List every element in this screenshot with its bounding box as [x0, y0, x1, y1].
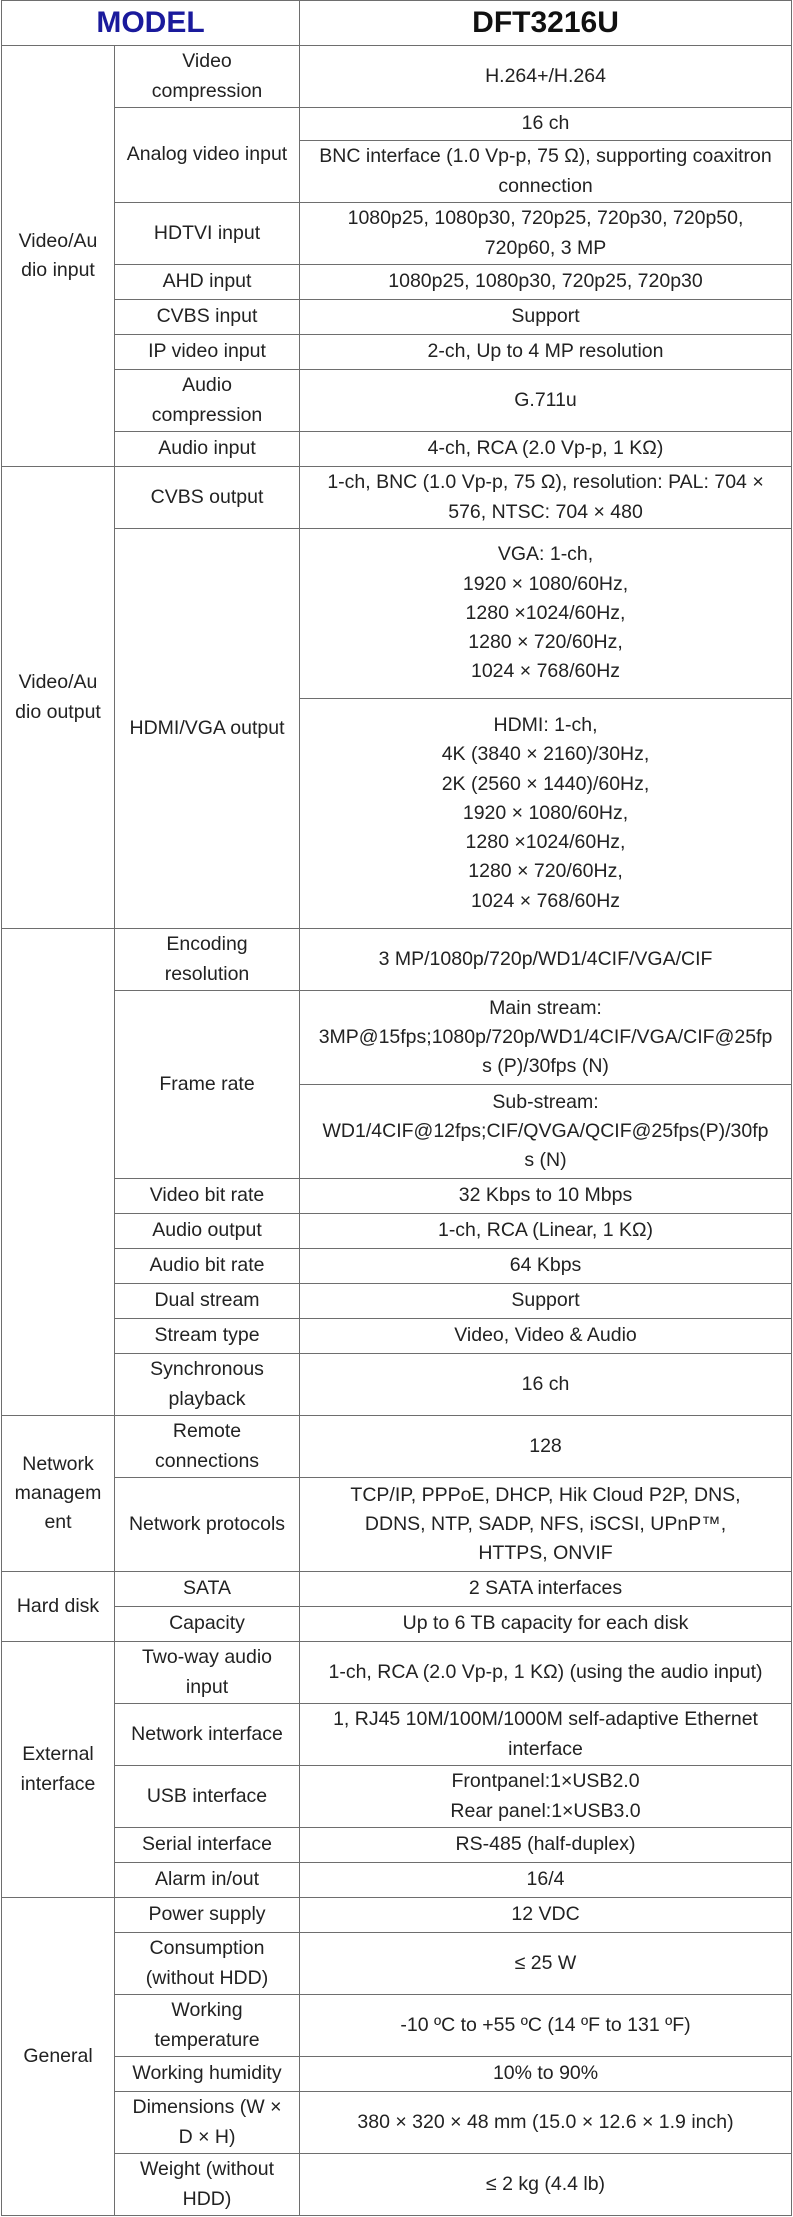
spec-row	[2, 370, 792, 432]
spec-row	[2, 1214, 792, 1249]
spec-value: 16 ch	[300, 108, 792, 141]
spec-row	[2, 1572, 792, 1607]
spec-row	[2, 1319, 792, 1354]
spec-row	[2, 335, 792, 370]
spec-label: Stream type	[115, 1319, 300, 1354]
spec-value: Support	[300, 300, 792, 335]
spec-value: 10% to 90%	[300, 2057, 792, 2092]
spec-row	[2, 2057, 792, 2092]
spec-label: HDTVI input	[115, 203, 300, 265]
spec-value: 1080p25, 1080p30, 720p25, 720p30, 720p50, 720p60, 3 MP	[300, 203, 792, 265]
spec-label: Audio bit rate	[115, 1249, 300, 1284]
model-label: MODEL	[2, 1, 300, 46]
group-name: Network managem ent	[2, 1416, 115, 1572]
spec-label: AHD input	[115, 265, 300, 300]
spec-row	[2, 2092, 792, 2154]
spec-row	[2, 1179, 792, 1214]
spec-label: Audio compression	[115, 370, 300, 432]
spec-row	[2, 1249, 792, 1284]
spec-value: Video, Video & Audio	[300, 1319, 792, 1354]
spec-value: H.264+/H.264	[300, 46, 792, 108]
header-row	[2, 1, 792, 46]
spec-label: Serial interface	[115, 1828, 300, 1863]
spec-value: 16 ch	[300, 1354, 792, 1416]
spec-value: TCP/IP, PPPoE, DHCP, Hik Cloud P2P, DNS, DDNS, NTP, SADP, NFS, iSCSI, UPnP™, HTTPS, ONVIF	[300, 1478, 792, 1572]
spec-body	[2, 46, 792, 2216]
spec-label: Encoding resolution	[115, 929, 300, 991]
spec-value: 1-ch, RCA (2.0 Vp-p, 1 KΩ) (using the audio input)	[300, 1642, 792, 1704]
spec-row	[2, 1354, 792, 1416]
spec-value: RS-485 (half-duplex)	[300, 1828, 792, 1863]
spec-value: 380 × 320 × 48 mm (15.0 × 12.6 × 1.9 inch)	[300, 2092, 792, 2154]
spec-label: Remote connections	[115, 1416, 300, 1478]
spec-value: 12 VDC	[300, 1898, 792, 1933]
spec-table	[1, 0, 792, 2216]
spec-label: Frame rate	[115, 991, 300, 1179]
group-name: Hard disk	[2, 1572, 115, 1642]
spec-label: Network interface	[115, 1704, 300, 1766]
spec-label: Capacity	[115, 1607, 300, 1642]
spec-label: Consumption (without HDD)	[115, 1933, 300, 1995]
spec-value: 1080p25, 1080p30, 720p25, 720p30	[300, 265, 792, 300]
spec-value: HDMI: 1-ch, 4K (3840 × 2160)/30Hz, 2K (2560 × 1440)/60Hz, 1920 × 1080/60Hz, 1280 ×1024/60Hz, 1280 × 720/60Hz, 1024 × 768/60Hz	[300, 699, 792, 929]
model-name: DFT3216U	[300, 1, 792, 46]
spec-value: Sub-stream: WD1/4CIF@12fps;CIF/QVGA/QCIF@25fps(P)/30fp s (N)	[300, 1085, 792, 1179]
spec-value: 2-ch, Up to 4 MP resolution	[300, 335, 792, 370]
spec-value: 1-ch, RCA (Linear, 1 KΩ)	[300, 1214, 792, 1249]
spec-row	[2, 2154, 792, 2216]
spec-value: ≤ 2 kg (4.4 lb)	[300, 2154, 792, 2216]
spec-label: CVBS output	[115, 467, 300, 529]
group-name	[2, 929, 115, 1416]
spec-row	[2, 991, 792, 1085]
spec-value: 2 SATA interfaces	[300, 1572, 792, 1607]
spec-label: USB interface	[115, 1766, 300, 1828]
spec-label: Power supply	[115, 1898, 300, 1933]
spec-label: Weight (without HDD)	[115, 2154, 300, 2216]
spec-row	[2, 1284, 792, 1319]
spec-row	[2, 265, 792, 300]
spec-label: Working humidity	[115, 2057, 300, 2092]
group-name: External interface	[2, 1642, 115, 1898]
spec-label: SATA	[115, 1572, 300, 1607]
spec-row	[2, 108, 792, 141]
group-name: Video/Au dio input	[2, 46, 115, 467]
spec-value: Up to 6 TB capacity for each disk	[300, 1607, 792, 1642]
spec-value: ≤ 25 W	[300, 1933, 792, 1995]
spec-label: CVBS input	[115, 300, 300, 335]
spec-value: 16/4	[300, 1863, 792, 1898]
spec-row	[2, 929, 792, 991]
spec-value: 3 MP/1080p/720p/WD1/4CIF/VGA/CIF	[300, 929, 792, 991]
spec-row	[2, 467, 792, 529]
spec-row	[2, 1642, 792, 1704]
spec-label: IP video input	[115, 335, 300, 370]
spec-row	[2, 1828, 792, 1863]
spec-value: 1, RJ45 10M/100M/1000M self-adaptive Ethernet interface	[300, 1704, 792, 1766]
spec-value: Frontpanel:1×USB2.0 Rear panel:1×USB3.0	[300, 1766, 792, 1828]
group-name: General	[2, 1898, 115, 2216]
spec-row	[2, 203, 792, 265]
spec-label: Dual stream	[115, 1284, 300, 1319]
spec-value: 4-ch, RCA (2.0 Vp-p, 1 KΩ)	[300, 432, 792, 467]
spec-row	[2, 300, 792, 335]
spec-row	[2, 1704, 792, 1766]
spec-row	[2, 1933, 792, 1995]
spec-row	[2, 1607, 792, 1642]
spec-value: 32 Kbps to 10 Mbps	[300, 1179, 792, 1214]
spec-label: Synchronous playback	[115, 1354, 300, 1416]
spec-value: 64 Kbps	[300, 1249, 792, 1284]
spec-row	[2, 1478, 792, 1572]
spec-value: -10 ºC to +55 ºC (14 ºF to 131 ºF)	[300, 1995, 792, 2057]
spec-value: BNC interface (1.0 Vp-p, 75 Ω), supporting coaxitron connection	[300, 141, 792, 203]
group-name: Video/Au dio output	[2, 467, 115, 929]
spec-value: VGA: 1-ch, 1920 × 1080/60Hz, 1280 ×1024/60Hz, 1280 × 720/60Hz, 1024 × 768/60Hz	[300, 529, 792, 699]
spec-row	[2, 432, 792, 467]
spec-row	[2, 1863, 792, 1898]
spec-label: Audio input	[115, 432, 300, 467]
spec-row	[2, 46, 792, 108]
spec-row	[2, 1416, 792, 1478]
spec-row	[2, 1766, 792, 1828]
spec-label: Video bit rate	[115, 1179, 300, 1214]
spec-value: 128	[300, 1416, 792, 1478]
spec-label: Analog video input	[115, 108, 300, 203]
spec-label: HDMI/VGA output	[115, 529, 300, 929]
spec-label: Two-way audio input	[115, 1642, 300, 1704]
spec-label: Video compression	[115, 46, 300, 108]
spec-value: Support	[300, 1284, 792, 1319]
spec-row	[2, 1898, 792, 1933]
spec-value: 1-ch, BNC (1.0 Vp-p, 75 Ω), resolution: PAL: 704 × 576, NTSC: 704 × 480	[300, 467, 792, 529]
spec-label: Working temperature	[115, 1995, 300, 2057]
spec-row	[2, 1995, 792, 2057]
spec-label: Alarm in/out	[115, 1863, 300, 1898]
spec-row	[2, 529, 792, 699]
spec-value: Main stream: 3MP@15fps;1080p/720p/WD1/4CIF/VGA/CIF@25fp s (P)/30fps (N)	[300, 991, 792, 1085]
spec-label: Dimensions (W × D × H)	[115, 2092, 300, 2154]
spec-label: Audio output	[115, 1214, 300, 1249]
spec-label: Network protocols	[115, 1478, 300, 1572]
spec-value: G.711u	[300, 370, 792, 432]
